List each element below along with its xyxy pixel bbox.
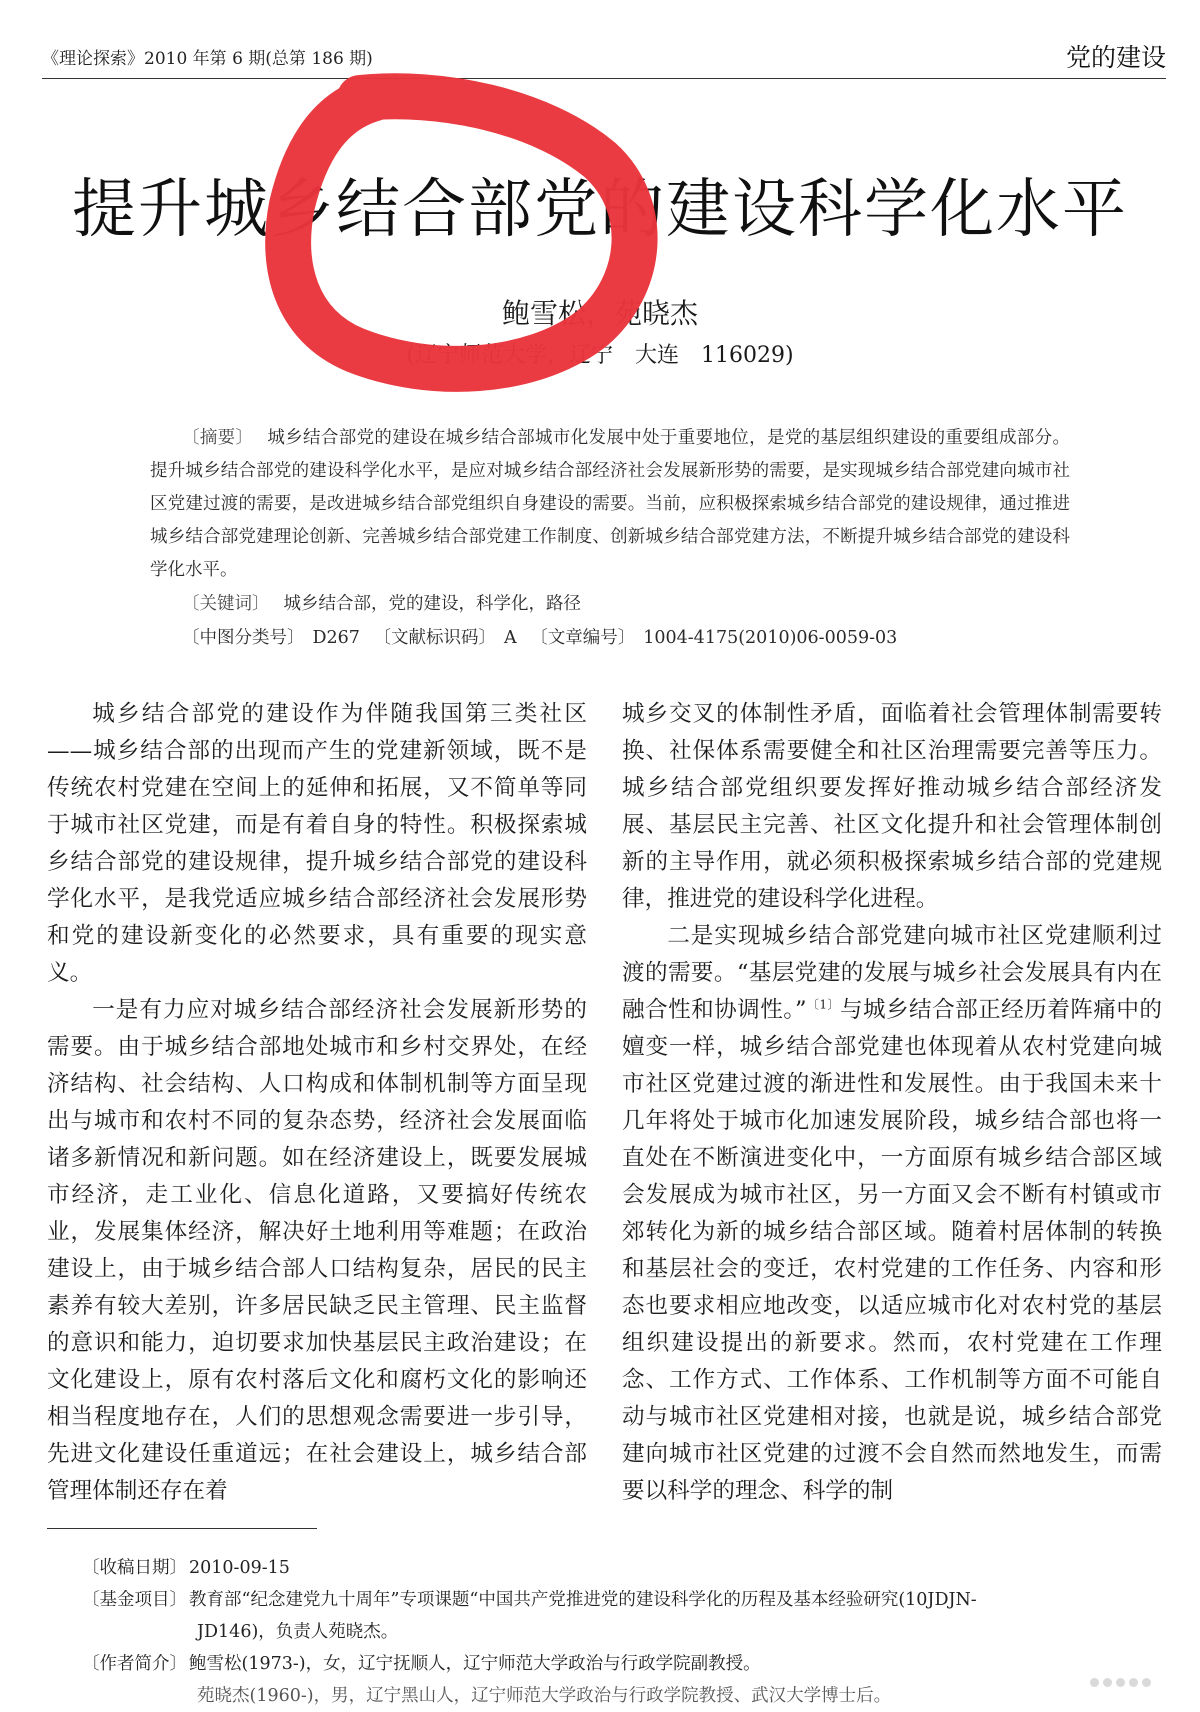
abstract [150,422,1070,587]
classification-line [150,622,1070,655]
received-label: 〔收稿日期〕 [82,1558,187,1578]
abstract-label: 〔摘要〕 [182,428,254,448]
footnotes [82,1552,1167,1706]
article-title: 提升城乡结合部党的建设科学化水平 [72,173,1128,247]
abstract-text: 城乡结合部党的建设在城乡结合部城市化发展中处于重要地位，是党的基层组织建设的重要组成部分。提升城乡结合部党的建设科学化水平，是应对城乡结合部经济社会发展新形势的需要，是实现城乡结合部党建向城市社区党建过渡的需要，是改进城乡结合部党组织自身建设的需要。当前，应积极探索城乡结合部党的建设规律，通过推进城乡结合部党建理论创新、完善城乡结合部党建工作制度、创新城乡结合部党建方法，不断提升城乡结合部党的建设科学化水平。 [150,428,1070,580]
author-affiliation: (辽宁师范大学，辽宁 大连 116029) [406,343,794,368]
dot-icon [1129,1678,1138,1687]
body-text: 二是实现城乡结合部党建向城市社区党建顺利过渡的需要。“基层党建的发展与城乡社会发展具有内在融合性和协调性。” [622,923,1162,1023]
journal-info: 《理论探索》2010 年第 6 期(总第 186 期) [42,49,373,69]
author1-bio: 鲍雪松(1973-)，女，辽宁抚顺人，辽宁师范大学政治与行政学院副教授。 [189,1654,761,1674]
article-authors: 鲍雪松，苑晓杰 [501,297,698,330]
footnote-author [82,1648,1167,1680]
dot-icon [1116,1678,1125,1687]
keywords-label: 〔关键词〕 [182,594,270,614]
body-paragraph: 一是有力应对城乡结合部经济社会发展新形势的需要。由于城乡结合部地处城市和乡村交界处，在经济结构、社会结构、人口构成和体制机制等方面呈现出与城市和农村不同的复杂态势，经济社会发展面临诸多新情况和新问题。如在经济建设上，既要发展城市经济，走工业化、信息化道路，又要搞好传统农业，发展集体经济，解决好土地利用等难题；在政治建设上，由于城乡结合部人口结构复杂，居民的民主素养有较大差别，许多居民缺乏民主管理、民主监督的意识和能力，迫切要求加快基层民主政治建设；在文化建设上，原有农村落后文化和腐朽文化的影响还相当程度地存在，人们的思想观念需要进一步引导，先进文化建设任重道远；在社会建设上，城乡结合部管理体制还存在着 [47,997,587,1504]
article-value: 1004-4175(2010)06-0059-03 [643,628,898,648]
received-date: 2010-09-15 [189,1558,290,1578]
body-text: 与城乡结合部正经历着阵痛中的嬗变一样，城乡结合部党建也体现着从农村党建向城市社区党建过渡的渐进性和发展性。由于我国未来十几年将处于城市化加速发展阶段，城乡结合部也将一直处在不断演进变化中，一方面原有城乡结合部区域会发展成为城市社区，另一方面又会不断有村镇或市郊转化为新的城乡结合部区域。随着村居体制的转换和基层社会的变迁，农村党建的工作任务、内容和形态也要求相应地改变，以适应城市化对农村党的基层组织建设提出的新要求。然而，农村党建在工作理念、工作方式、工作体系、工作机制等方面不可能自动与城市社区党建相对接，也就是说，城乡结合部党建向城市社区党建的过渡不会自然而然地发生，而需要以科学的理念、科学的制 [622,997,1162,1504]
body-paragraph: 城乡交叉的体制性矛盾，面临着社会管理体制需要转换、社保体系需要健全和社区治理需要完善等压力。城乡结合部党组织要发挥好推动城乡结合部经济发展、基层民主完善、社区文化提升和社会管理体制创新的主导作用，就必须积极探索城乡结合部的党建规律，推进党的建设科学化进程。 [622,701,1162,912]
fund-text: 教育部“纪念建党九十周年”专项课题“中国共产党推进党的建设科学化的历程及基本经验研究(10JDJN- [189,1590,977,1610]
body-left-column [47,696,587,1510]
section-name: 党的建设 [1065,43,1166,72]
dot-icon [1103,1678,1112,1687]
article-label: 〔文章编号〕 [530,628,636,648]
keywords [150,588,1070,621]
watermark-dots [1090,1672,1180,1694]
fund-label: 〔基金项目〕 [82,1590,187,1610]
author-label: 〔作者简介〕 [82,1654,187,1674]
page-header [42,38,1166,79]
footnote-fund [82,1584,1167,1616]
author2-bio: 苑晓杰(1960-)，男，辽宁黑山人，辽宁师范大学政治与行政学院教授、武汉大学博士后。 [197,1686,892,1706]
citation-ref[interactable]: 〔1〕 [806,997,840,1012]
doc-label: 〔文献标识码〕 [373,628,497,648]
footnote-divider [47,1528,317,1529]
footnote-received [82,1552,1167,1584]
doc-value: A [504,628,517,648]
body-right-column [622,696,1162,1510]
keywords-text: 城乡结合部，党的建设，科学化，路径 [283,594,581,614]
fund-text-cont: JD146)，负责人苑晓杰。 [197,1622,399,1642]
dot-icon [1090,1678,1099,1687]
clc-value: D267 [312,628,360,648]
body-paragraph: 城乡结合部党的建设作为伴随我国第三类社区——城乡结合部的出现而产生的党建新领域，既不是传统农村党建在空间上的延伸和拓展，又不简单等同于城市社区党建，而是有着自身的特性。积极探索城乡结合部党的建设规律，提升城乡结合部党的建设科学化水平，是我党适应城乡结合部经济社会发展形势和党的建设新变化的必然要求，具有重要的现实意义。 [47,701,587,986]
clc-label: 〔中图分类号〕 [182,628,305,648]
dot-icon [1142,1678,1151,1687]
body-paragraph [622,918,1162,1510]
